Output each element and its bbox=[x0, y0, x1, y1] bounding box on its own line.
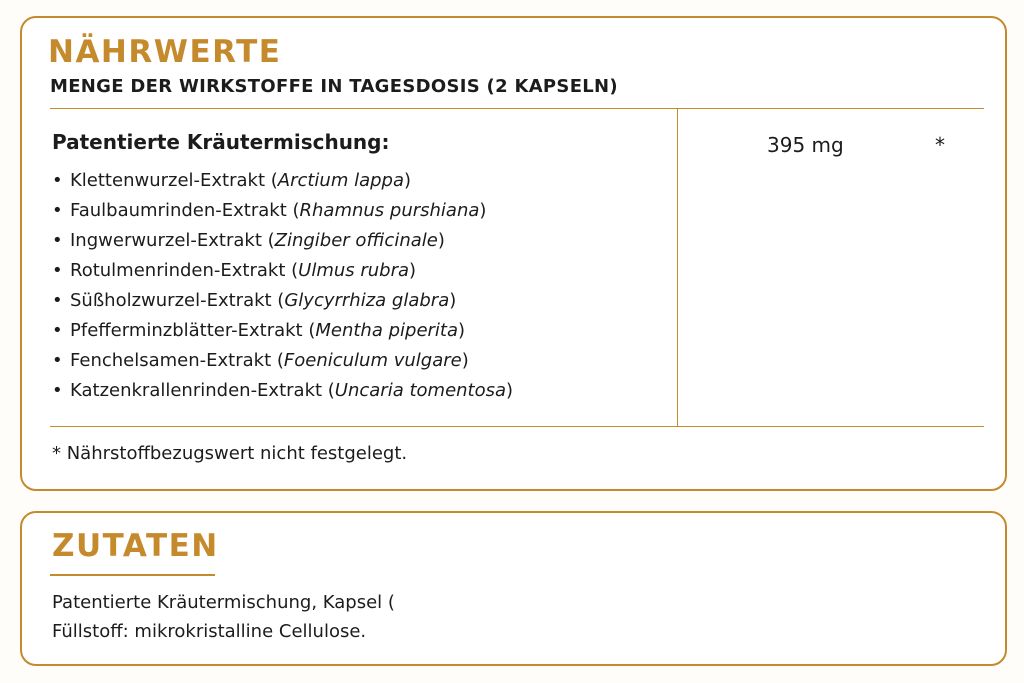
ingredient-latin-name: Ulmus rubra bbox=[298, 260, 410, 281]
list-item bbox=[52, 346, 513, 376]
column-divider bbox=[677, 108, 678, 426]
ingredients-panel bbox=[20, 511, 1007, 666]
ingredient-latin-name: Zingiber officinale bbox=[274, 230, 438, 251]
list-item bbox=[52, 166, 513, 196]
bullet-icon: • bbox=[52, 380, 63, 401]
ingredient-list bbox=[52, 166, 513, 406]
list-item bbox=[52, 256, 513, 286]
list-item bbox=[52, 226, 513, 256]
blend-title: Patentierte Kräutermischung: bbox=[52, 130, 390, 154]
ingredient-close: ) bbox=[461, 350, 469, 371]
nutrition-title: NÄHRWERTE bbox=[48, 34, 282, 70]
ingredient-close: ) bbox=[506, 380, 514, 401]
ingredient-name: Katzenkrallenrinden-Extrakt ( bbox=[70, 380, 335, 401]
ingredient-close: ) bbox=[479, 200, 487, 221]
ingredient-close: ) bbox=[458, 320, 466, 341]
list-item bbox=[52, 286, 513, 316]
ingredient-name: Ingwerwurzel-Extrakt ( bbox=[70, 230, 275, 251]
ingredient-close: ) bbox=[409, 260, 417, 281]
list-item bbox=[52, 376, 513, 406]
list-item bbox=[52, 196, 513, 226]
list-item bbox=[52, 316, 513, 346]
ingredient-latin-name: Arctium lappa bbox=[277, 170, 405, 191]
nutrition-subtitle: MENGE DER WIRKSTOFFE IN TAGESDOSIS (2 KAPSELN) bbox=[50, 76, 618, 97]
ingredient-close: ) bbox=[404, 170, 412, 191]
ingredient-latin-name: Foeniculum vulgare bbox=[283, 350, 462, 371]
bullet-icon: • bbox=[52, 200, 63, 221]
ingredients-text: Patentierte Kräutermischung, Kapsel ( Füllstoff: mikrokristalline Cellulose. bbox=[52, 592, 395, 642]
ingredients-title: ZUTATEN bbox=[52, 528, 219, 564]
ingredient-latin-name: Rhamnus purshiana bbox=[299, 200, 480, 221]
ingredient-name: Klettenwurzel-Extrakt ( bbox=[70, 170, 278, 191]
blend-amount: 395 mg bbox=[767, 133, 844, 157]
ingredient-close: ) bbox=[449, 290, 457, 311]
bullet-icon: • bbox=[52, 320, 63, 341]
daily-value-marker: * bbox=[935, 133, 945, 157]
title-underline bbox=[50, 574, 215, 576]
bullet-icon: • bbox=[52, 260, 63, 281]
nutrition-panel bbox=[20, 16, 1007, 491]
ingredient-name: Fenchelsamen-Extrakt ( bbox=[70, 350, 284, 371]
footnote: * Nährstoffbezugswert nicht festgelegt. bbox=[52, 443, 408, 464]
ingredient-latin-name: Glycyrrhiza glabra bbox=[284, 290, 450, 311]
ingredient-name: Faulbaumrinden-Extrakt ( bbox=[70, 200, 300, 221]
bullet-icon: • bbox=[52, 290, 63, 311]
ingredient-latin-name: Mentha piperita bbox=[315, 320, 459, 341]
ingredient-close: ) bbox=[437, 230, 445, 251]
bullet-icon: • bbox=[52, 230, 63, 251]
ingredient-latin-name: Uncaria tomentosa bbox=[334, 380, 507, 401]
table-bottom-divider bbox=[50, 426, 984, 427]
bullet-icon: • bbox=[52, 170, 63, 191]
ingredient-name: Pfefferminzblätter-Extrakt ( bbox=[70, 320, 316, 341]
table-top-divider bbox=[50, 108, 984, 109]
ingredient-name: Süßholzwurzel-Extrakt ( bbox=[70, 290, 285, 311]
bullet-icon: • bbox=[52, 350, 63, 371]
ingredient-name: Rotulmenrinden-Extrakt ( bbox=[70, 260, 299, 281]
